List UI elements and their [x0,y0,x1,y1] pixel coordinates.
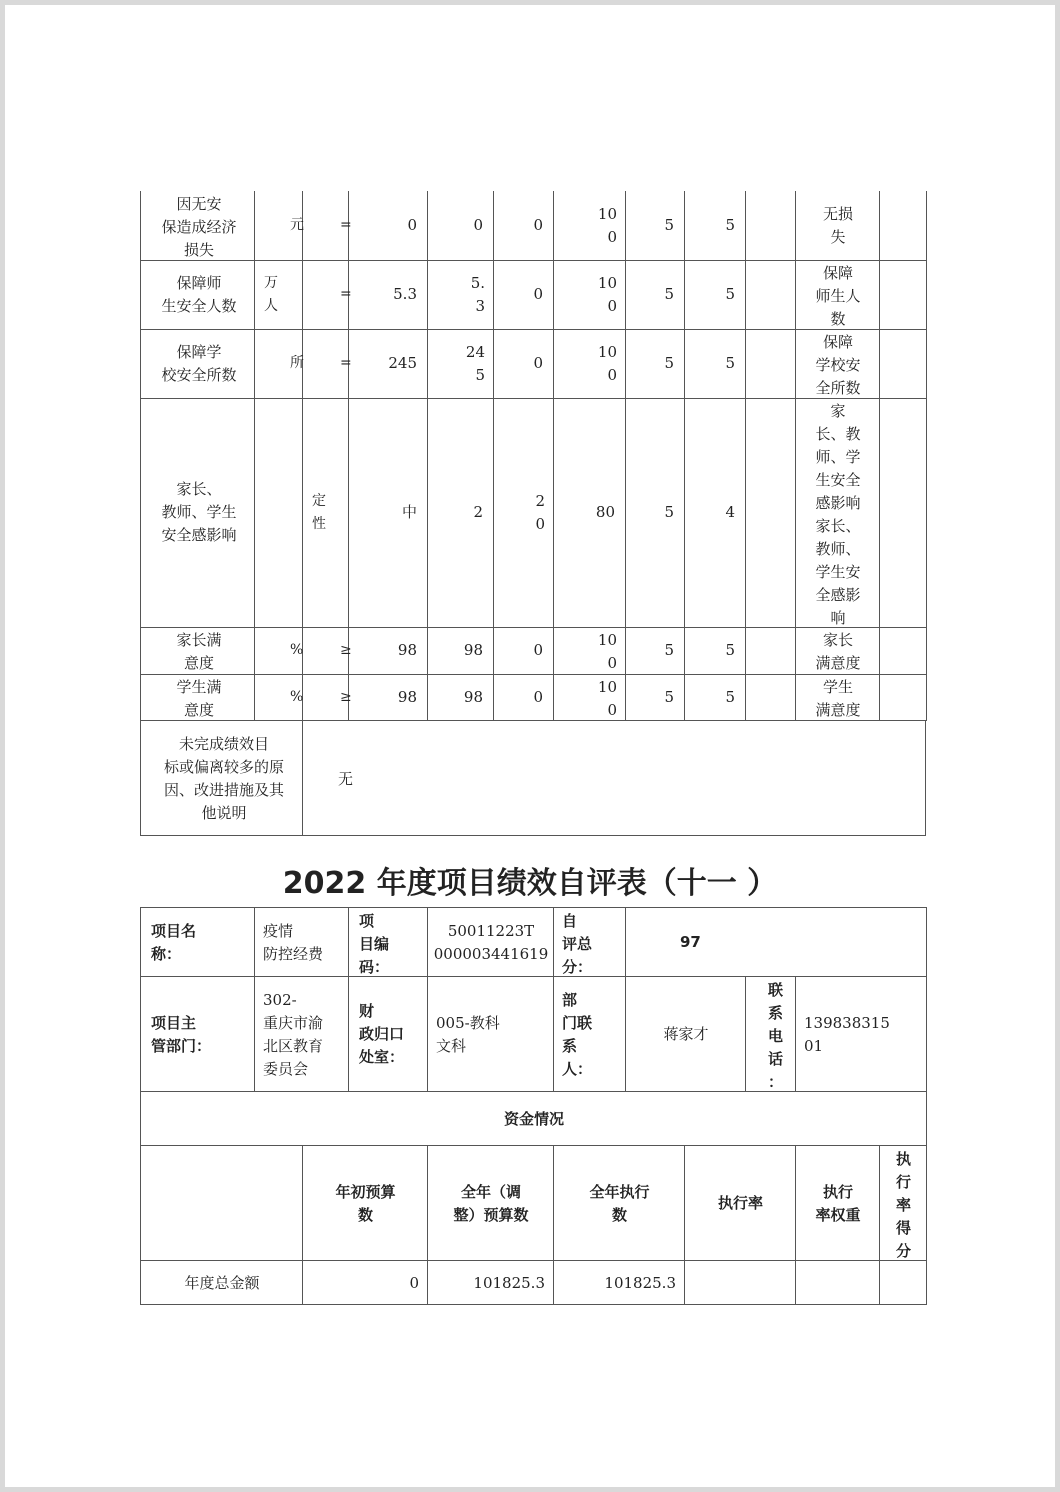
funds-header-cell [427,1145,554,1261]
indicator-cell [625,191,685,261]
indicator-unit: % [290,642,304,658]
indicator-cell [427,674,494,721]
project-code-label-cell [348,907,428,977]
indicator-actual: 24 5 [465,342,485,384]
project-name-label: 项目名 称： [151,921,197,963]
funds-header-cell [684,1145,796,1261]
indicator-cell [684,191,746,261]
indicator-cell [493,191,554,261]
indicator-note: 家 长、教 师、学 生安全 感影响 家长、 教师、 学生安 全感影 响 [815,402,861,627]
self-score-label-cell [553,907,626,977]
project-name-label-cell [140,907,255,977]
phone-label: 联 系 电 话 ： [768,981,784,1091]
indicator-target: 5.3 [393,285,417,303]
reason-label-cell [140,720,303,836]
indicator-cell [140,260,255,330]
indicator-cell [302,398,349,628]
indicator-cell [553,329,626,399]
indicator-cell [302,260,352,330]
indicator-target: 245 [388,354,417,372]
indicator-target: 中 [401,503,417,521]
indicator-name: 学生满 意度 [176,678,222,719]
indicator-actual: 2 [473,503,483,521]
indicator-cell [625,260,685,330]
reason-label: 未完成绩效目 标或偏离较多的原 因、改进措施及其 他说明 [163,735,284,822]
indicator-actual: 5. 3 [470,273,485,315]
indicator-unit: 所 [290,355,304,371]
indicator-name: 家长满 意度 [176,631,222,672]
funds-row-label: 年度总金额 [184,1273,260,1292]
funds-header-blank-cell [140,1145,303,1261]
indicator-unit: % [290,688,304,705]
indicator-cell [302,329,352,399]
contact-value-cell [625,976,746,1092]
funds-row-value-cell [879,1260,927,1305]
dept-value-cell [254,976,349,1092]
reason-value: 无 [338,770,354,788]
indicator-dev: 0 [533,687,543,706]
indicator-actual: 98 [463,687,483,706]
indicator-cell [427,329,494,399]
indicator-cell [745,260,796,330]
indicator-cell [684,260,746,330]
indicator-cell [427,191,494,261]
indicator-cell [745,674,796,721]
indicator-note: 家长 满意度 [815,631,861,672]
office-label-cell [348,976,428,1092]
indicator-cell [254,260,303,330]
funds-row-value-cell [795,1260,880,1305]
office-value-cell [427,976,554,1092]
funds-row-value: 0 [409,1273,419,1292]
indicator-cell [879,191,927,261]
funds-row-value-cell [684,1260,796,1305]
funds-header: 全年（调 整）预算数 [453,1182,529,1224]
indicator-dev: 0 [533,641,543,659]
indicator-cell [553,627,626,675]
indicator-target: 98 [397,687,417,706]
indicator-cell [553,674,626,721]
indicator-cell [553,398,626,628]
reason-value-cell [302,720,926,836]
indicator-cell [795,398,880,628]
office-label: 财 政归口 处室： [359,1002,405,1066]
indicator-target: 98 [397,641,417,659]
indicator-cell [795,627,880,675]
indicator-cell [879,329,927,399]
indicator-score: 5 [725,354,735,372]
indicator-weight: 5 [664,216,674,234]
indicator-cell [745,627,796,675]
indicator-cell [302,191,352,261]
indicator-name: 家长、 教师、学生 安全感影响 [161,480,237,544]
indicator-cell [140,329,255,399]
indicator-name: 因无安 保造成经济 损失 [161,195,237,259]
indicator-rate: 10 0 [597,273,617,315]
indicator-cell [348,398,428,628]
indicator-cell [625,627,685,675]
indicator-cell [254,627,303,675]
indicator-cell [302,674,352,721]
indicator-op: 定 性 [312,492,326,532]
self-score-label: 自 评总 分： [562,912,593,976]
indicator-weight: 5 [664,503,674,521]
funds-header: 执 行 率 得 分 [895,1150,911,1260]
indicator-actual: 98 [463,641,483,659]
funds-row-label-cell [140,1260,303,1305]
contact-label: 部 门联 系 人： [562,991,593,1078]
indicator-cell [795,191,880,261]
indicator-cell [745,191,796,261]
indicator-target: 0 [407,216,417,234]
phone-value-cell [795,976,927,1092]
indicator-cell [625,329,685,399]
self-score-value-cell [625,907,927,977]
indicator-dev: 2 0 [535,491,545,533]
indicator-rate: 10 0 [597,631,617,672]
funds-row-value-cell [553,1260,685,1305]
indicator-cell [684,398,746,628]
funds-row-value: 101825.3 [473,1273,545,1292]
indicator-cell [493,398,554,628]
funds-section-title-cell [140,1091,927,1146]
indicator-cell [348,329,428,399]
indicator-op: ≥ [340,642,352,658]
phone-value: 139838315 01 [804,1013,890,1055]
indicator-cell [684,627,746,675]
project-code-label: 项 目编 码： [359,912,390,976]
funds-header: 执行 率权重 [815,1182,861,1224]
indicator-cell [493,627,554,675]
indicator-cell [302,627,352,675]
indicator-op: = [340,355,352,371]
funds-header: 年初预算 数 [335,1182,396,1224]
indicator-actual: 0 [473,216,483,234]
indicator-cell [684,674,746,721]
phone-label-cell [745,976,796,1092]
indicator-note: 保障 学校安 全所数 [815,333,861,397]
indicator-cell [493,674,554,721]
funds-header: 全年执行 数 [589,1182,650,1224]
indicator-cell [795,329,880,399]
indicator-cell [553,260,626,330]
funds-row-value: 101825.3 [604,1273,676,1292]
project-name-value-cell [254,907,349,977]
contact-value: 蒋家才 [663,1025,709,1043]
indicator-weight: 5 [664,641,674,659]
indicator-unit: 元 [290,217,304,233]
indicator-dev: 0 [533,354,543,372]
indicator-cell [879,260,927,330]
indicator-dev: 0 [533,216,543,234]
indicator-rate: 10 0 [597,342,617,384]
indicator-cell [427,398,494,628]
project-code-value: 50011223T 000003441619 [433,921,549,963]
indicator-cell [348,260,428,330]
indicator-cell [625,398,685,628]
indicator-cell [745,329,796,399]
funds-header-cell [879,1145,927,1261]
indicator-score: 4 [725,503,735,521]
indicator-cell [879,627,927,675]
indicator-score: 5 [725,285,735,303]
office-value: 005-教科 文科 [436,1013,500,1055]
indicator-score: 5 [725,641,735,659]
indicator-score: 5 [725,687,735,706]
indicator-cell [140,627,255,675]
indicator-op: ≥ [340,688,352,705]
document-page [5,5,1055,1487]
indicator-cell [795,260,880,330]
indicator-cell [348,674,428,721]
funds-header-cell [553,1145,685,1261]
indicator-rate: 80 [595,503,615,521]
indicator-cell [879,398,927,628]
indicator-cell [427,627,494,675]
indicator-cell [493,329,554,399]
indicator-unit: 万 人 [264,274,278,314]
funds-section-title: 资金情况 [503,1109,564,1128]
funds-row-value-cell [302,1260,428,1305]
indicator-cell [745,398,796,628]
indicator-rate: 10 0 [597,204,617,246]
project-code-value-cell [427,907,554,977]
indicator-cell [795,674,880,721]
indicator-name: 保障学 校安全所数 [161,342,237,384]
indicator-cell [493,260,554,330]
indicator-rate: 10 0 [597,678,617,719]
indicator-cell [254,674,303,721]
indicator-cell [625,674,685,721]
indicator-cell [254,398,303,628]
indicator-op: = [340,286,352,302]
indicator-name: 保障师 生安全人数 [161,273,237,315]
indicator-cell [254,191,303,261]
indicator-note: 学生 满意度 [815,678,861,719]
indicator-cell [254,329,303,399]
page-title: 2022 年度项目绩效自评表（十一 ） [282,866,778,901]
indicator-weight: 5 [664,354,674,372]
funds-header-cell [795,1145,880,1261]
funds-header: 执行率 [717,1194,763,1212]
indicator-cell [140,191,255,261]
indicator-score: 5 [725,216,735,234]
indicator-cell [348,627,428,675]
indicator-cell [684,329,746,399]
dept-value: 302- 重庆市渝 北区教育 委员会 [263,991,324,1078]
indicator-note: 保障 师生人 数 [815,264,861,328]
dept-label-cell [140,976,255,1092]
indicator-op: = [340,217,352,233]
indicator-cell [553,191,626,261]
project-name-value: 疫情 防控经费 [263,921,324,963]
indicator-weight: 5 [664,285,674,303]
indicator-cell [427,260,494,330]
indicator-dev: 0 [533,285,543,303]
indicator-cell [140,674,255,721]
dept-label: 项目主 管部门： [151,1013,212,1055]
funds-header-cell [302,1145,428,1261]
indicator-note: 无损 失 [822,204,853,246]
contact-label-cell [553,976,626,1092]
indicator-cell [879,674,927,721]
indicator-cell [348,191,428,261]
funds-row-value-cell [427,1260,554,1305]
indicator-cell [140,398,255,628]
indicator-weight: 5 [664,687,674,706]
self-score-value: 97 [680,933,701,951]
